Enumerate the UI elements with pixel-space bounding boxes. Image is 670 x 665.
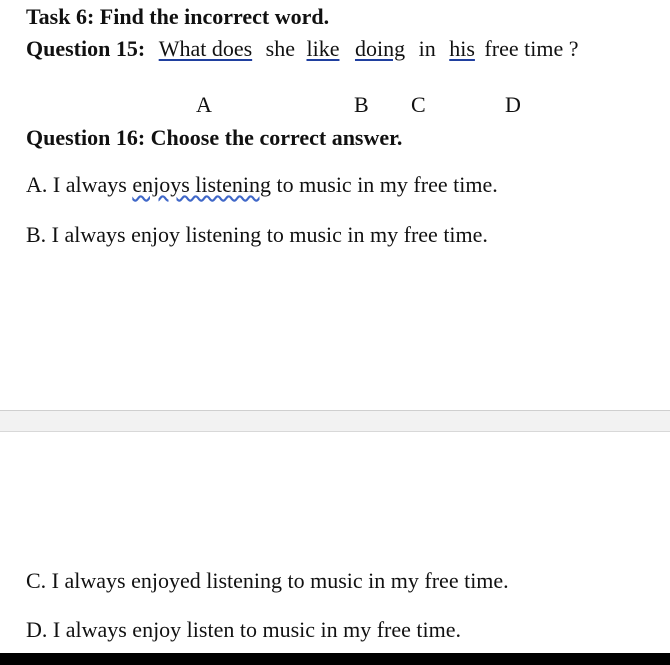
segment-in: in [418, 36, 436, 61]
task-title: Task 6: Find the incorrect word. [26, 4, 330, 29]
option-a-suffix: to music in my free time. [276, 172, 498, 197]
segment-c: doing [354, 36, 406, 61]
letter-b: B [354, 92, 369, 117]
segment-free-time: free time ? [484, 36, 579, 61]
segment-a: What does [158, 36, 253, 61]
letter-c: C [411, 92, 426, 117]
option-c[interactable]: C. I always enjoyed listening to music in my free time. [26, 568, 509, 593]
segment-b: like [306, 36, 340, 61]
letter-d: D [505, 92, 521, 117]
question-16-label: Question 16: Choose the correct answer. [26, 125, 403, 150]
option-d[interactable]: D. I always enjoy listen to music in my free time. [26, 617, 462, 642]
bottom-bar [0, 653, 670, 665]
segment-d: his [449, 36, 475, 61]
letter-a: A [196, 92, 212, 117]
page-divider [0, 410, 670, 432]
question-15-label: Question 15: [26, 36, 146, 61]
option-a-prefix: A. I always [26, 172, 127, 197]
option-a-flagged-words: enjoys listening [132, 172, 272, 197]
option-b[interactable]: B. I always enjoy listening to music in my free time. [26, 222, 488, 247]
option-a[interactable] [26, 172, 498, 198]
segment-she: she [265, 36, 295, 61]
question-15 [26, 36, 578, 62]
